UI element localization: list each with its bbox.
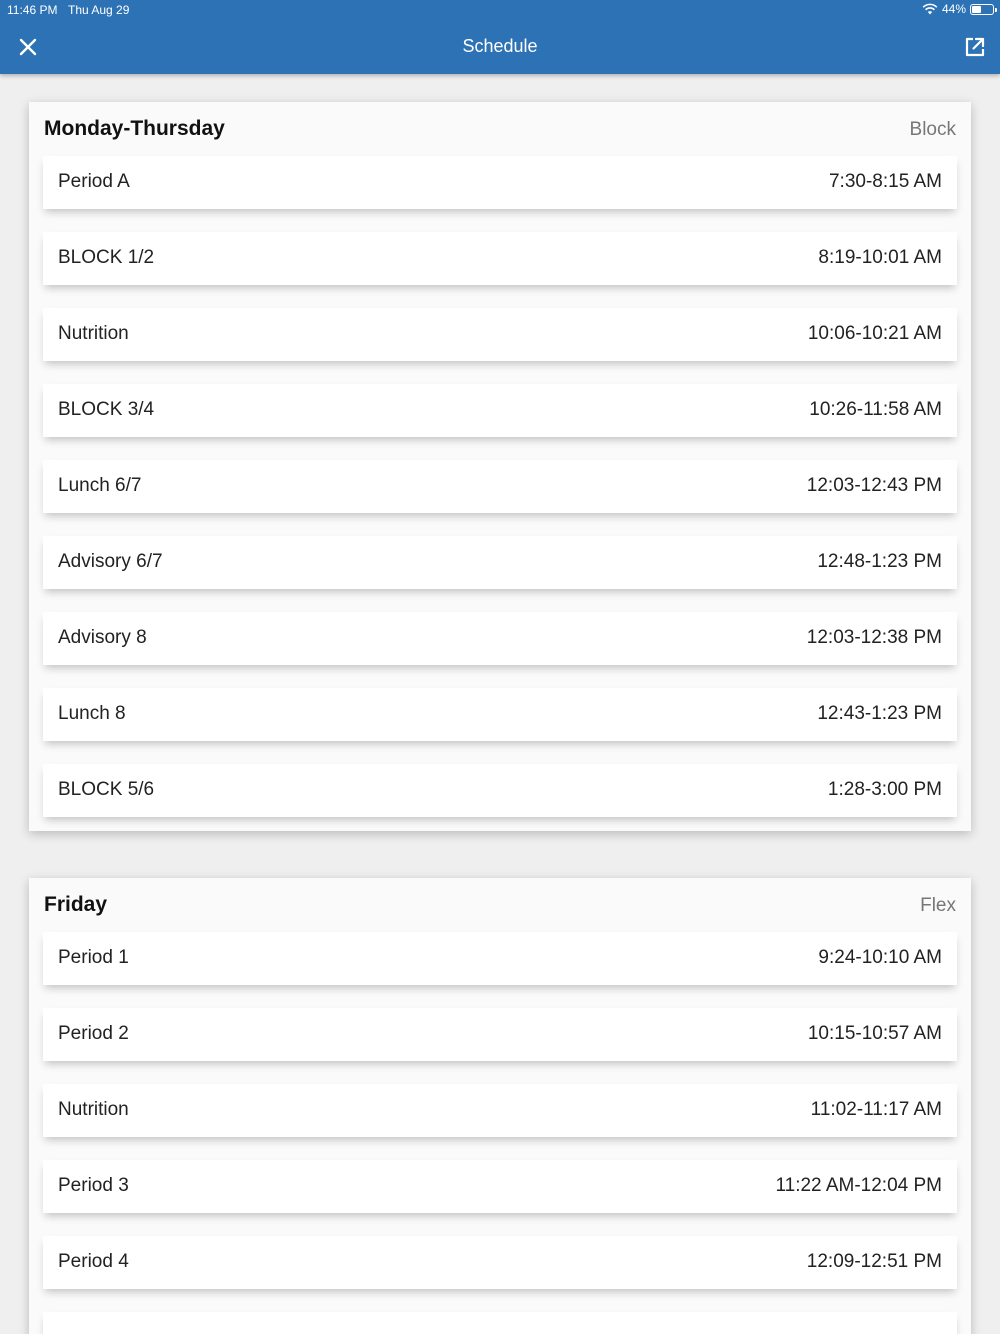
period-row[interactable] <box>43 612 957 665</box>
period-row[interactable] <box>43 308 957 361</box>
period-name: Period 1 <box>58 947 129 968</box>
period-row[interactable] <box>43 156 957 209</box>
period-name: Lunch 6/7 <box>58 475 142 496</box>
period-time: 10:06-10:21 AM <box>807 323 942 344</box>
period-row[interactable] <box>43 688 957 741</box>
top-bar <box>0 0 1000 74</box>
period-name: Nutrition <box>58 323 129 344</box>
period-name: Nutrition <box>58 1099 129 1120</box>
section-title: Friday <box>44 893 108 916</box>
period-name: Period A <box>58 171 130 192</box>
period-row[interactable] <box>43 1236 957 1289</box>
period-time: 1:28-3:00 PM <box>827 779 942 800</box>
section-header <box>29 878 971 932</box>
status-right <box>922 2 994 16</box>
period-name: Period 3 <box>58 1175 129 1196</box>
period-name: Advisory 8 <box>58 627 147 648</box>
status-time: 11:46 PM <box>7 3 58 17</box>
battery-fill <box>972 6 981 13</box>
section-type: Block <box>909 119 956 140</box>
schedule-section <box>29 102 971 831</box>
section-header <box>29 102 971 156</box>
period-row[interactable] <box>43 932 957 985</box>
period-time: 12:48-1:23 PM <box>817 551 942 572</box>
status-bar <box>0 0 1000 20</box>
status-date: Thu Aug 29 <box>68 3 130 17</box>
period-name: Period 4 <box>58 1251 129 1272</box>
period-time: 7:30-8:15 AM <box>828 171 942 192</box>
period-name: Lunch 8 <box>58 703 126 724</box>
period-time: 12:09-12:51 PM <box>806 1251 942 1272</box>
period-row[interactable] <box>43 1312 957 1334</box>
period-time: 10:15-10:57 AM <box>807 1023 942 1044</box>
period-time: 12:03-12:43 PM <box>806 475 942 496</box>
period-time: 11:22 AM-12:04 PM <box>775 1175 942 1196</box>
open-external-icon[interactable] <box>962 34 988 60</box>
wifi-icon <box>922 3 938 15</box>
battery-icon <box>970 4 994 15</box>
period-time: 11:02-11:17 AM <box>810 1099 942 1120</box>
period-time: 12:03-12:38 PM <box>806 627 942 648</box>
period-row[interactable] <box>43 1008 957 1061</box>
period-row[interactable] <box>43 536 957 589</box>
period-time: 12:43-1:23 PM <box>817 703 942 724</box>
period-name: Period 2 <box>58 1023 129 1044</box>
battery-percent: 44% <box>941 2 966 16</box>
period-row[interactable] <box>43 384 957 437</box>
period-time: 10:26-11:58 AM <box>809 399 942 420</box>
period-name: Advisory 6/7 <box>58 551 163 572</box>
page-title: Schedule <box>462 36 538 56</box>
period-time: 8:19-10:01 AM <box>818 247 942 268</box>
period-row[interactable] <box>43 232 957 285</box>
period-name: BLOCK 3/4 <box>58 399 155 420</box>
section-title: Monday-Thursday <box>44 117 225 140</box>
period-time: 9:24-10:10 AM <box>818 947 942 968</box>
period-name: BLOCK 1/2 <box>58 247 155 268</box>
period-row[interactable] <box>43 1084 957 1137</box>
period-row[interactable] <box>43 460 957 513</box>
period-row[interactable] <box>43 764 957 817</box>
section-type: Flex <box>920 895 956 916</box>
period-row[interactable] <box>43 1160 957 1213</box>
period-name: BLOCK 5/6 <box>58 779 155 800</box>
schedule-section <box>29 878 971 1334</box>
